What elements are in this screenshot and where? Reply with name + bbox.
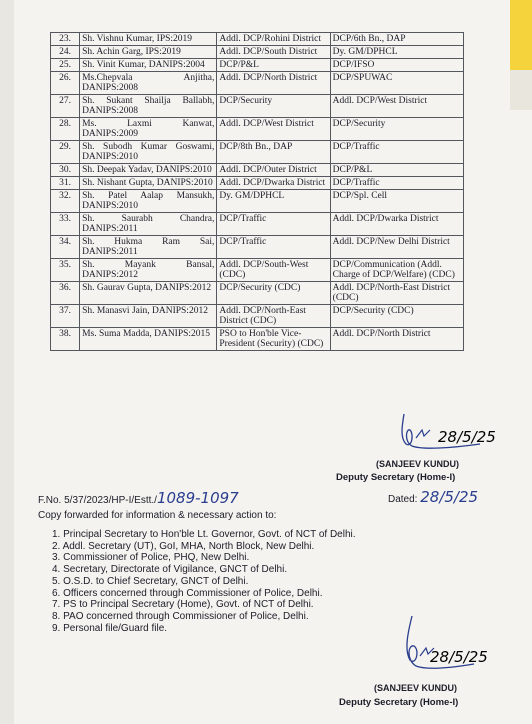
officer-name-cell: Sh. Hukma Ram Sai, DANIPS:2011 [80, 236, 217, 259]
posted-from-cell: PSO to Hon'ble Vice-President (Security) (CDC) [217, 328, 330, 351]
signatory-designation-2: Deputy Secretary (Home-I) [339, 697, 459, 708]
officer-name-cell: Ms. Laxmi Kanwat, DANIPS:2009 [80, 118, 217, 141]
posted-to-cell: DCP/Security (CDC) [330, 305, 463, 328]
officer-name-cell: Sh. Mayank Bansal, DANIPS:2012 [80, 259, 217, 282]
list-item: 6. Officers concerned through Commissioner of Police, Delhi. [52, 587, 323, 599]
list-item: 2. Addl. Secretary (UT), GoI, MHA, North Block, New Delhi. [52, 540, 315, 552]
list-item: 9. Personal file/Guard file. [52, 622, 168, 634]
signatory-name-1: (SANJEEV KUNDU) [376, 459, 460, 469]
posted-to-cell: DCP/P&L [330, 164, 463, 177]
list-item: 5. O.S.D. to Chief Secretary, GNCT of Delhi. [52, 575, 249, 587]
serial-number-cell: 37. [51, 305, 80, 328]
officer-name-cell: Sh. Sukant Shailja Ballabh, DANIPS:2008 [80, 95, 217, 118]
posted-from-cell: Addl. DCP/South District [217, 46, 330, 59]
posted-to-cell: DCP/Traffic [330, 141, 463, 164]
posted-from-cell: Addl. DCP/Dwarka District [217, 177, 330, 190]
transfer-table [50, 32, 464, 351]
table-row [51, 95, 464, 118]
officer-name-cell: Sh. Manasvi Jain, DANIPS:2012 [80, 305, 217, 328]
serial-number-cell: 34. [51, 236, 80, 259]
signature-2 [390, 610, 488, 685]
serial-number-cell: 31. [51, 177, 80, 190]
signature-2-initials: 28/5/25 [430, 648, 488, 666]
posted-to-cell: Addl. DCP/New Delhi District [330, 236, 463, 259]
posted-to-cell: Addl. DCP/Dwarka District [330, 213, 463, 236]
serial-number-cell: 26. [51, 72, 80, 95]
officer-name-cell: Sh. Vishnu Kumar, IPS:2019 [80, 33, 217, 46]
serial-number-cell: 29. [51, 141, 80, 164]
serial-number-cell: 23. [51, 33, 80, 46]
officer-name-cell: Sh. Achin Garg, IPS:2019 [80, 46, 217, 59]
signatory-name-2: (SANJEEV KUNDU) [374, 683, 458, 693]
serial-number-cell: 25. [51, 59, 80, 72]
list-item: 8. PAO concerned through Commissioner of Police, Delhi. [52, 610, 309, 622]
table-row [51, 236, 464, 259]
posted-to-cell: DCP/Traffic [330, 177, 463, 190]
list-item: 3. Commissioner of Police, PHQ, New Delhi. [52, 552, 250, 564]
posted-from-cell: DCP/Security (CDC) [217, 282, 330, 305]
officer-name-cell: Sh. Subodh Kumar Goswami, DANIPS:2010 [80, 141, 217, 164]
file-number-line [38, 489, 239, 507]
officer-name-cell: Sh. Deepak Yadav, DANIPS:2010 [80, 164, 217, 177]
posted-to-cell: Dy. GM/DPHCL [330, 46, 463, 59]
table-row [51, 282, 464, 305]
officer-name-cell: Sh. Gaurav Gupta, DANIPS:2012 [80, 282, 217, 305]
officer-name-cell: Sh. Patel Aalap Mansukh, DANIPS:2010 [80, 190, 217, 213]
serial-number-cell: 28. [51, 118, 80, 141]
serial-number-cell: 27. [51, 95, 80, 118]
table-row [51, 33, 464, 46]
posted-to-cell: DCP/Spl. Cell [330, 190, 463, 213]
officer-name-cell: Sh. Vinit Kumar, DANIPS:2004 [80, 59, 217, 72]
officer-name-cell: Ms. Suma Madda, DANIPS:2015 [80, 328, 217, 351]
serial-number-cell: 38. [51, 328, 80, 351]
adjacent-page-edge-lower [510, 70, 532, 110]
table-row [51, 328, 464, 351]
serial-number-cell: 36. [51, 282, 80, 305]
posted-to-cell: DCP/SPUWAC [330, 72, 463, 95]
table-row [51, 59, 464, 72]
table-row [51, 141, 464, 164]
officer-name-cell: Sh. Saurabh Chandra, DANIPS:2011 [80, 213, 217, 236]
transfer-table-body [51, 33, 464, 351]
officer-name-cell: Ms.Chepvala Anjitha, DANIPS:2008 [80, 72, 217, 95]
posted-from-cell: Addl. DCP/West District [217, 118, 330, 141]
list-item: 1. Principal Secretary to Hon'ble Lt. Governor, Govt. of NCT of Delhi. [52, 529, 356, 540]
table-row [51, 164, 464, 177]
table-row [51, 118, 464, 141]
posted-to-cell: Addl. DCP/North-East District (CDC) [330, 282, 463, 305]
list-item: 7. PS to Principal Secretary (Home), Govt. of NCT of Delhi. [52, 599, 314, 611]
dated-label: Dated: [388, 494, 418, 505]
posted-to-cell: DCP/Security [330, 118, 463, 141]
posted-to-cell: DCP/Communication (Addl. Charge of DCP/Welfare) (CDC) [330, 259, 463, 282]
posted-to-cell: DCP/IFSO [330, 59, 463, 72]
serial-number-cell: 33. [51, 213, 80, 236]
adjacent-page-edge [510, 0, 532, 70]
posted-from-cell: Addl. DCP/North District [217, 72, 330, 95]
serial-number-cell: 32. [51, 190, 80, 213]
recipient-list [52, 529, 356, 634]
posted-to-cell: Addl. DCP/North District [330, 328, 463, 351]
table-row [51, 213, 464, 236]
posted-from-cell: Addl. DCP/Outer District [217, 164, 330, 177]
table-row [51, 72, 464, 95]
signatory-designation-1: Deputy Secretary (Home-I) [336, 472, 456, 483]
posted-from-cell: DCP/Traffic [217, 213, 330, 236]
posted-from-cell: DCP/Traffic [217, 236, 330, 259]
signature-1 [392, 408, 496, 458]
dated-line [388, 488, 478, 506]
posted-to-cell: Addl. DCP/West District [330, 95, 463, 118]
posted-from-cell: Addl. DCP/Rohini District [217, 33, 330, 46]
officer-name-cell: Sh. Nishant Gupta, DANIPS:2010 [80, 177, 217, 190]
posted-from-cell: DCP/Security [217, 95, 330, 118]
posted-to-cell: DCP/6th Bn., DAP [330, 33, 463, 46]
posted-from-cell: Addl. DCP/North-East District (CDC) [217, 305, 330, 328]
posted-from-cell: Dy. GM/DPHCL [217, 190, 330, 213]
copy-forwarded-intro: Copy forwarded for information & necessary action to: [38, 510, 277, 521]
signature-1-initials: 28/5/25 [438, 428, 496, 446]
table-row [51, 190, 464, 213]
handwritten-number-range: 1089-1097 [156, 489, 239, 507]
list-item: 4. Secretary, Directorate of Vigilance, GNCT of Delhi. [52, 564, 288, 576]
table-row [51, 259, 464, 282]
table-row [51, 305, 464, 328]
handwritten-date: 28/5/25 [420, 488, 479, 506]
serial-number-cell: 30. [51, 164, 80, 177]
serial-number-cell: 35. [51, 259, 80, 282]
posted-from-cell: Addl. DCP/South-West (CDC) [217, 259, 330, 282]
posted-from-cell: DCP/8th Bn., DAP [217, 141, 330, 164]
table-row [51, 46, 464, 59]
table-row [51, 177, 464, 190]
file-number: F.No. 5/37/2023/HP-I/Estt./ [38, 495, 157, 506]
serial-number-cell: 24. [51, 46, 80, 59]
posted-from-cell: DCP/P&L [217, 59, 330, 72]
